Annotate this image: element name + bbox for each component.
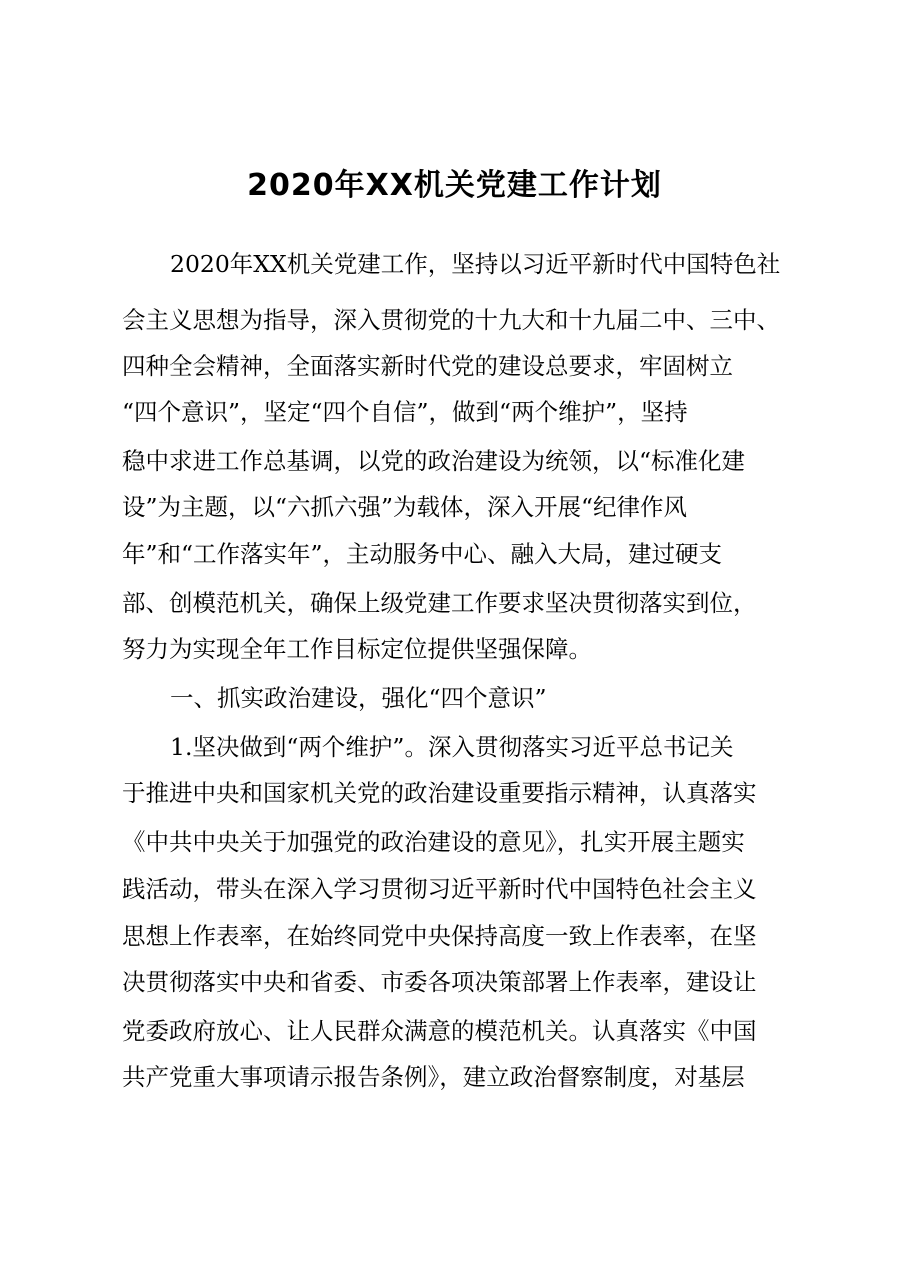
paragraph-intro-line-8: 部、创模范机关，确保上级党建工作要求坚决贯彻落实到位，: [122, 589, 757, 617]
paragraph-1-line-4: 践活动，带头在深入学习贯彻习近平新时代中国特色社会主义: [122, 875, 757, 903]
paragraph-1-line-7: 党委政府放心、让人民群众满意的模范机关。认真落实《中国: [122, 1017, 757, 1045]
paragraph-intro-line-7: 年”和“工作落实年”，主动服务中心、融入大局，建过硬支: [122, 540, 723, 568]
paragraph-intro-line-5: 稳中求进工作总基调，以党的政治建设为统领，以“标准化建: [122, 447, 746, 475]
paragraph-intro-line-4: “四个意识”，坚定“四个自信”，做到“两个维护”，坚持: [122, 398, 688, 426]
section-heading-1: 一、抓实政治建设，强化“四个意识”: [170, 684, 547, 712]
paragraph-intro-line-1: 2020年XX机关党建工作，坚持以习近平新时代中国特色社: [170, 250, 781, 278]
paragraph-intro-line-9: 努力为实现全年工作目标定位提供坚强保障。: [122, 635, 592, 663]
paragraph-1-line-1: 1.坚决做到“两个维护”。深入贯彻落实习近平总书记关: [170, 733, 734, 761]
paragraph-1-line-2: 于推进中央和国家机关党的政治建设重要指示精神，认真落实: [122, 779, 757, 807]
paragraph-1-line-5: 思想上作表率，在始终同党中央保持高度一致上作表率，在坚: [122, 922, 757, 950]
paragraph-1-line-6: 决贯彻落实中央和省委、市委各项决策部署上作表率，建设让: [122, 968, 757, 996]
paragraph-intro-line-3: 四种全会精神，全面落实新时代党的建设总要求，牢固树立: [122, 352, 733, 380]
paragraph-intro-line-2: 会主义思想为指导，深入贯彻党的十九大和十九届二中、三中、: [122, 306, 780, 334]
paragraph-1-line-3: 《中共中央关于加强党的政治建设的意见》，扎实开展主题实: [122, 828, 745, 856]
paragraph-intro-line-6: 设”为主题，以“六抓六强”为载体，深入开展“纪律作风: [122, 493, 688, 521]
paragraph-1-line-8: 共产党重大事项请示报告条例》，建立政治督察制度，对基层: [122, 1063, 745, 1091]
document-title: 2020年XX机关党建工作计划: [247, 168, 662, 203]
